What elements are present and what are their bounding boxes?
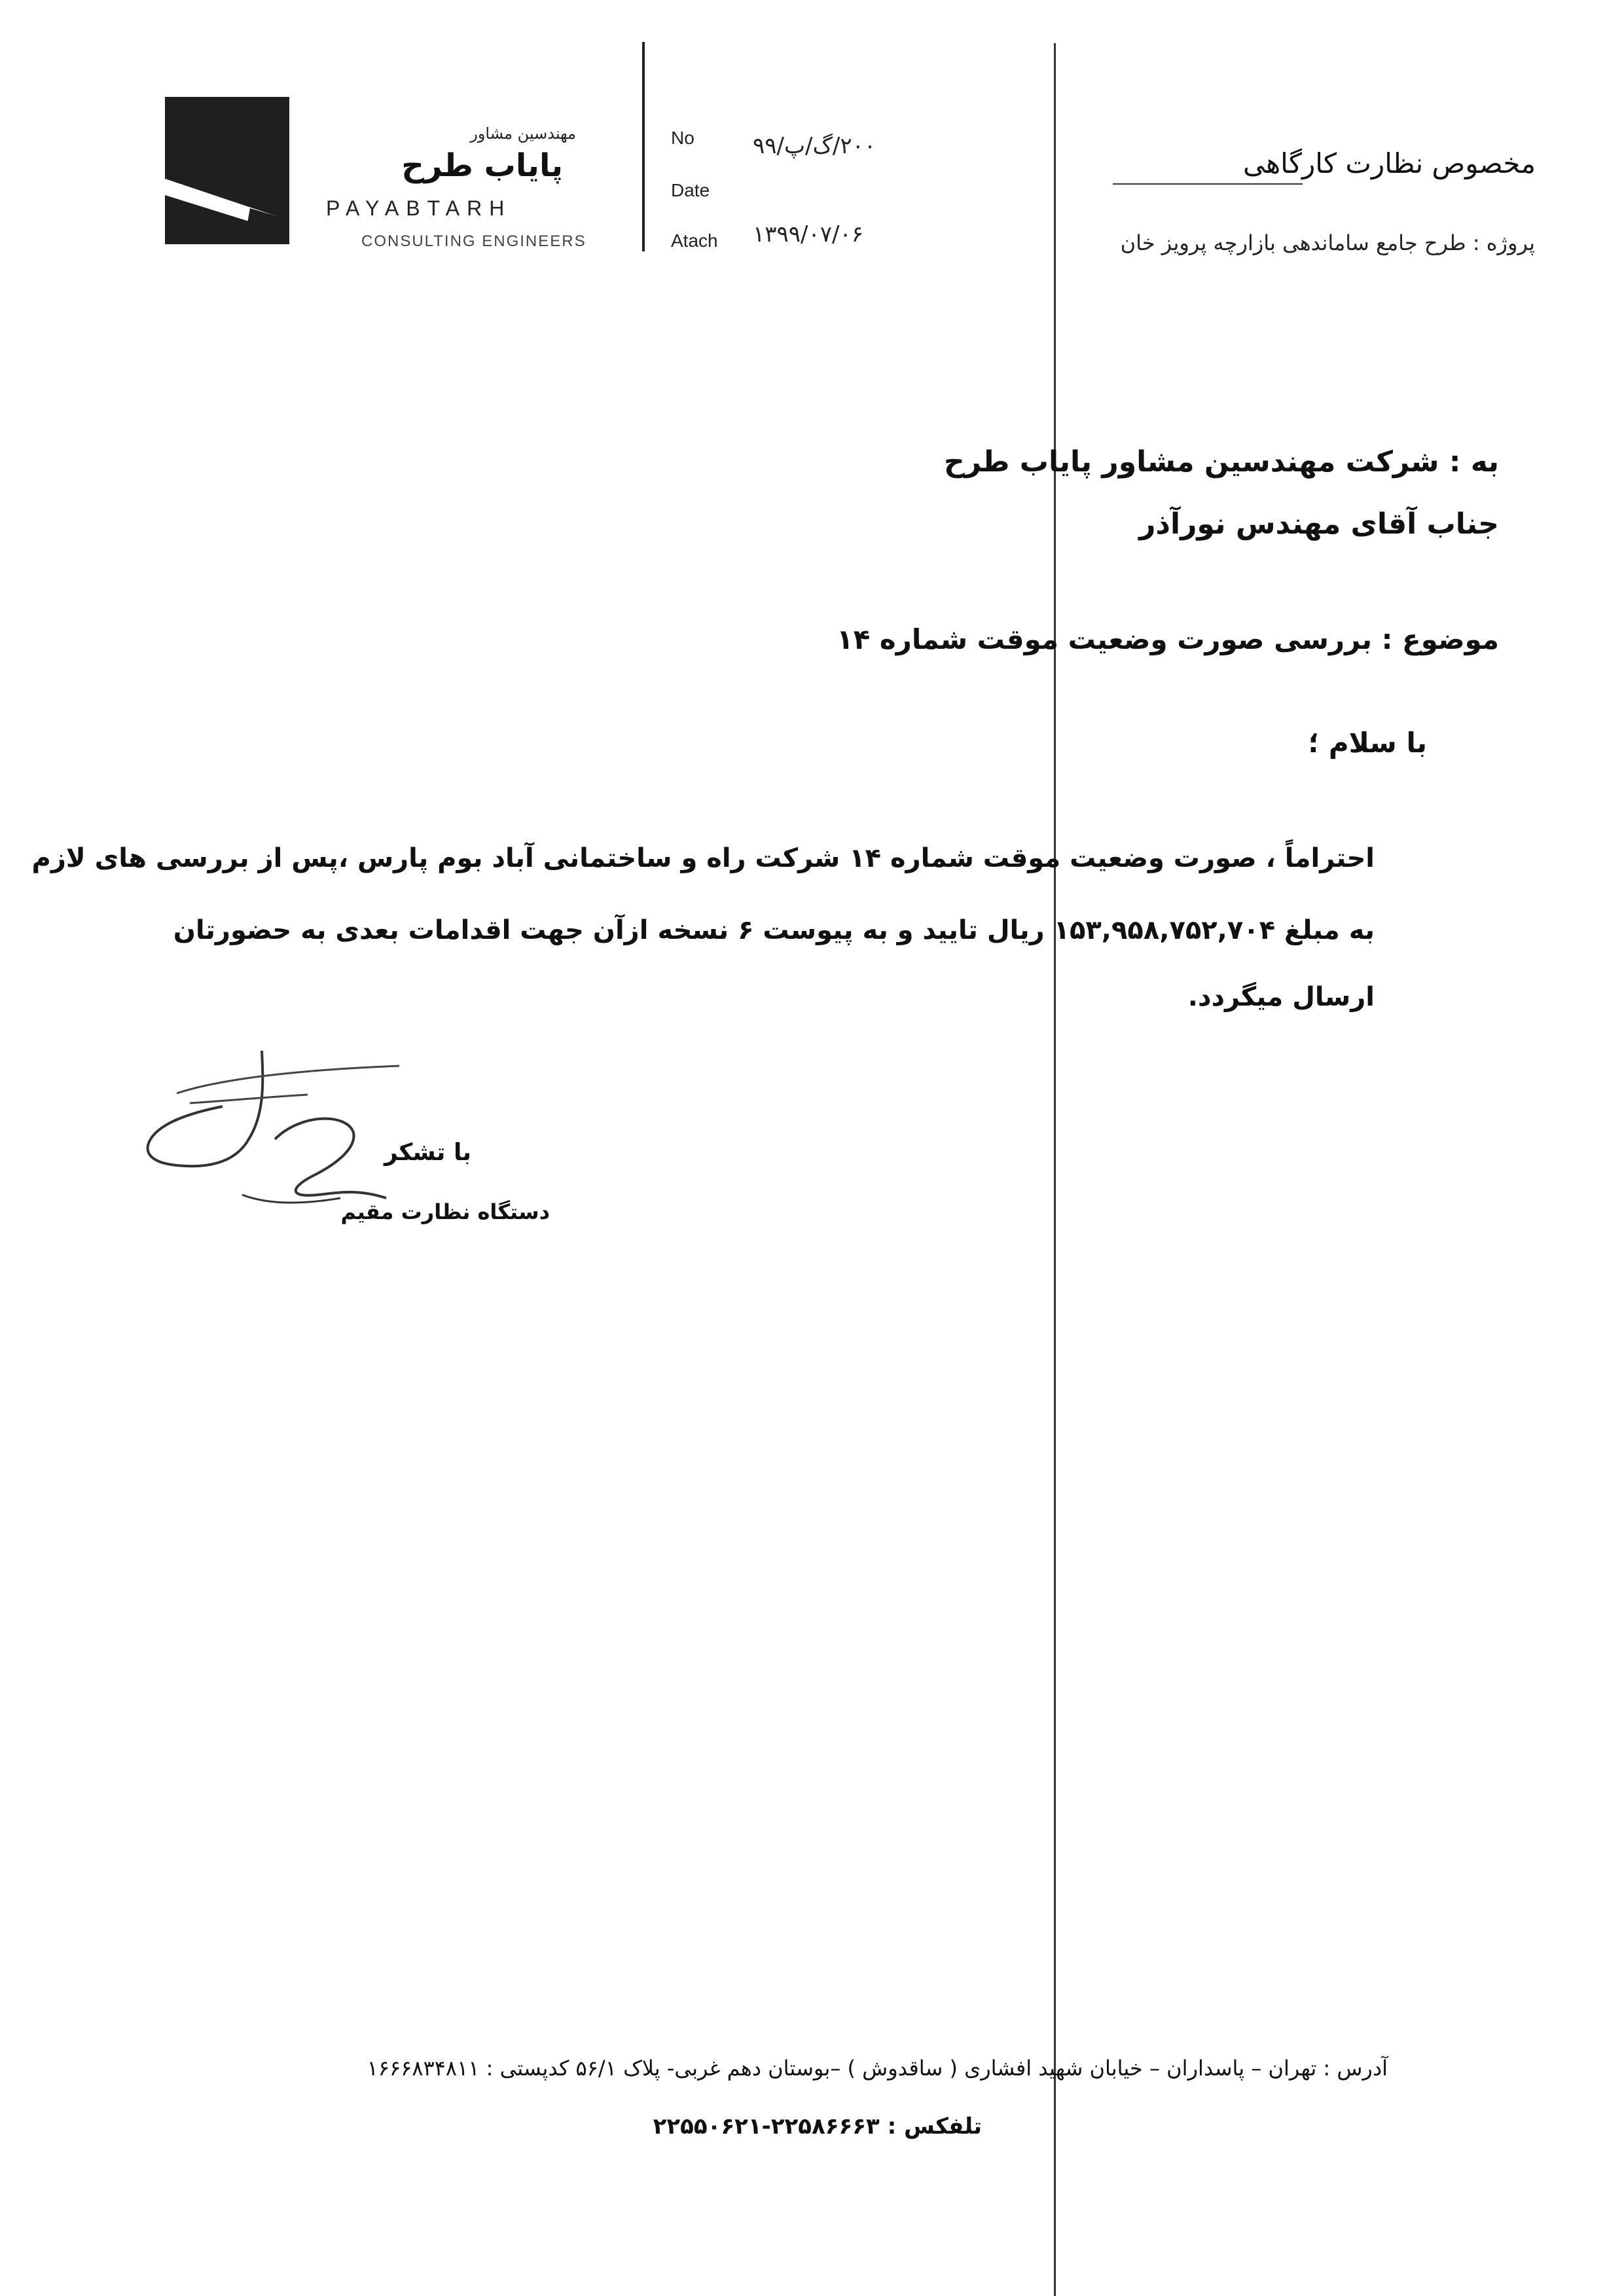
closing-thanks: با تشکر: [384, 1139, 471, 1166]
letter-number-value: ۲۰۰/گ/پ/۹۹: [753, 133, 876, 159]
body-line-2: به مبلغ ۱۵۳,۹۵۸,۷۵۲,۷۰۴ ریال تایید و به پیوست ۶ نسخه ازآن جهت اقدامات بعدی به حضورتان: [173, 915, 1375, 945]
project-title: پروژه : طرح جامع ساماندهی بازارچه پرویز خان: [1120, 230, 1535, 255]
date-value: ۱۳۹۹/۰۷/۰۶: [753, 221, 864, 247]
body-line-1: احتراماً ، صورت وضعیت موقت شماره ۱۴ شرکت راه و ساختمانی آباد بوم پارس ،پس از بررسی های لازم: [31, 843, 1375, 873]
brand-name-small: مهندسین مشاور: [470, 124, 576, 143]
attach-label: Atach: [671, 230, 718, 251]
recipient-person: جناب آقای مهندس نورآذر: [1139, 507, 1499, 541]
brand-name-persian: پایاب طرح: [401, 147, 563, 184]
footer-address: آدرس : تهران – پاسداران – خیابان شهید افشاری ( ساقدوش ) –بوستان دهم غربی- پلاک ۵۶/۱ کدپستی : ۱۶۶۶۸۳۴۸۱۱: [367, 2056, 1388, 2081]
letter-number-label: No: [671, 128, 695, 148]
subject-line: موضوع : بررسی صورت وضعیت موقت شماره ۱۴: [836, 623, 1499, 655]
brand-subtitle: CONSULTING ENGINEERS: [361, 232, 586, 250]
fold-line: [1054, 43, 1056, 2296]
recipient-company: به : شرکت مهندسین مشاور پایاب طرح: [943, 445, 1499, 479]
date-label: Date: [671, 180, 710, 200]
greeting: با سلام ؛: [1308, 727, 1427, 759]
brand-name-english: PAYABTARH: [326, 196, 512, 220]
header-divider: [642, 42, 645, 251]
logo-icon: [165, 97, 301, 244]
confidential-underline: [1113, 183, 1303, 185]
confidential-label: مخصوص نظارت کارگاهی: [1243, 147, 1536, 179]
signer-department: دستگاه نظارت مقیم: [340, 1199, 550, 1224]
body-line-3: ارسال میگردد.: [1187, 982, 1375, 1012]
footer-fax: تلفکس : ۲۲۵۸۶۶۶۳-۲۲۵۵۰۶۲۱: [653, 2113, 982, 2140]
